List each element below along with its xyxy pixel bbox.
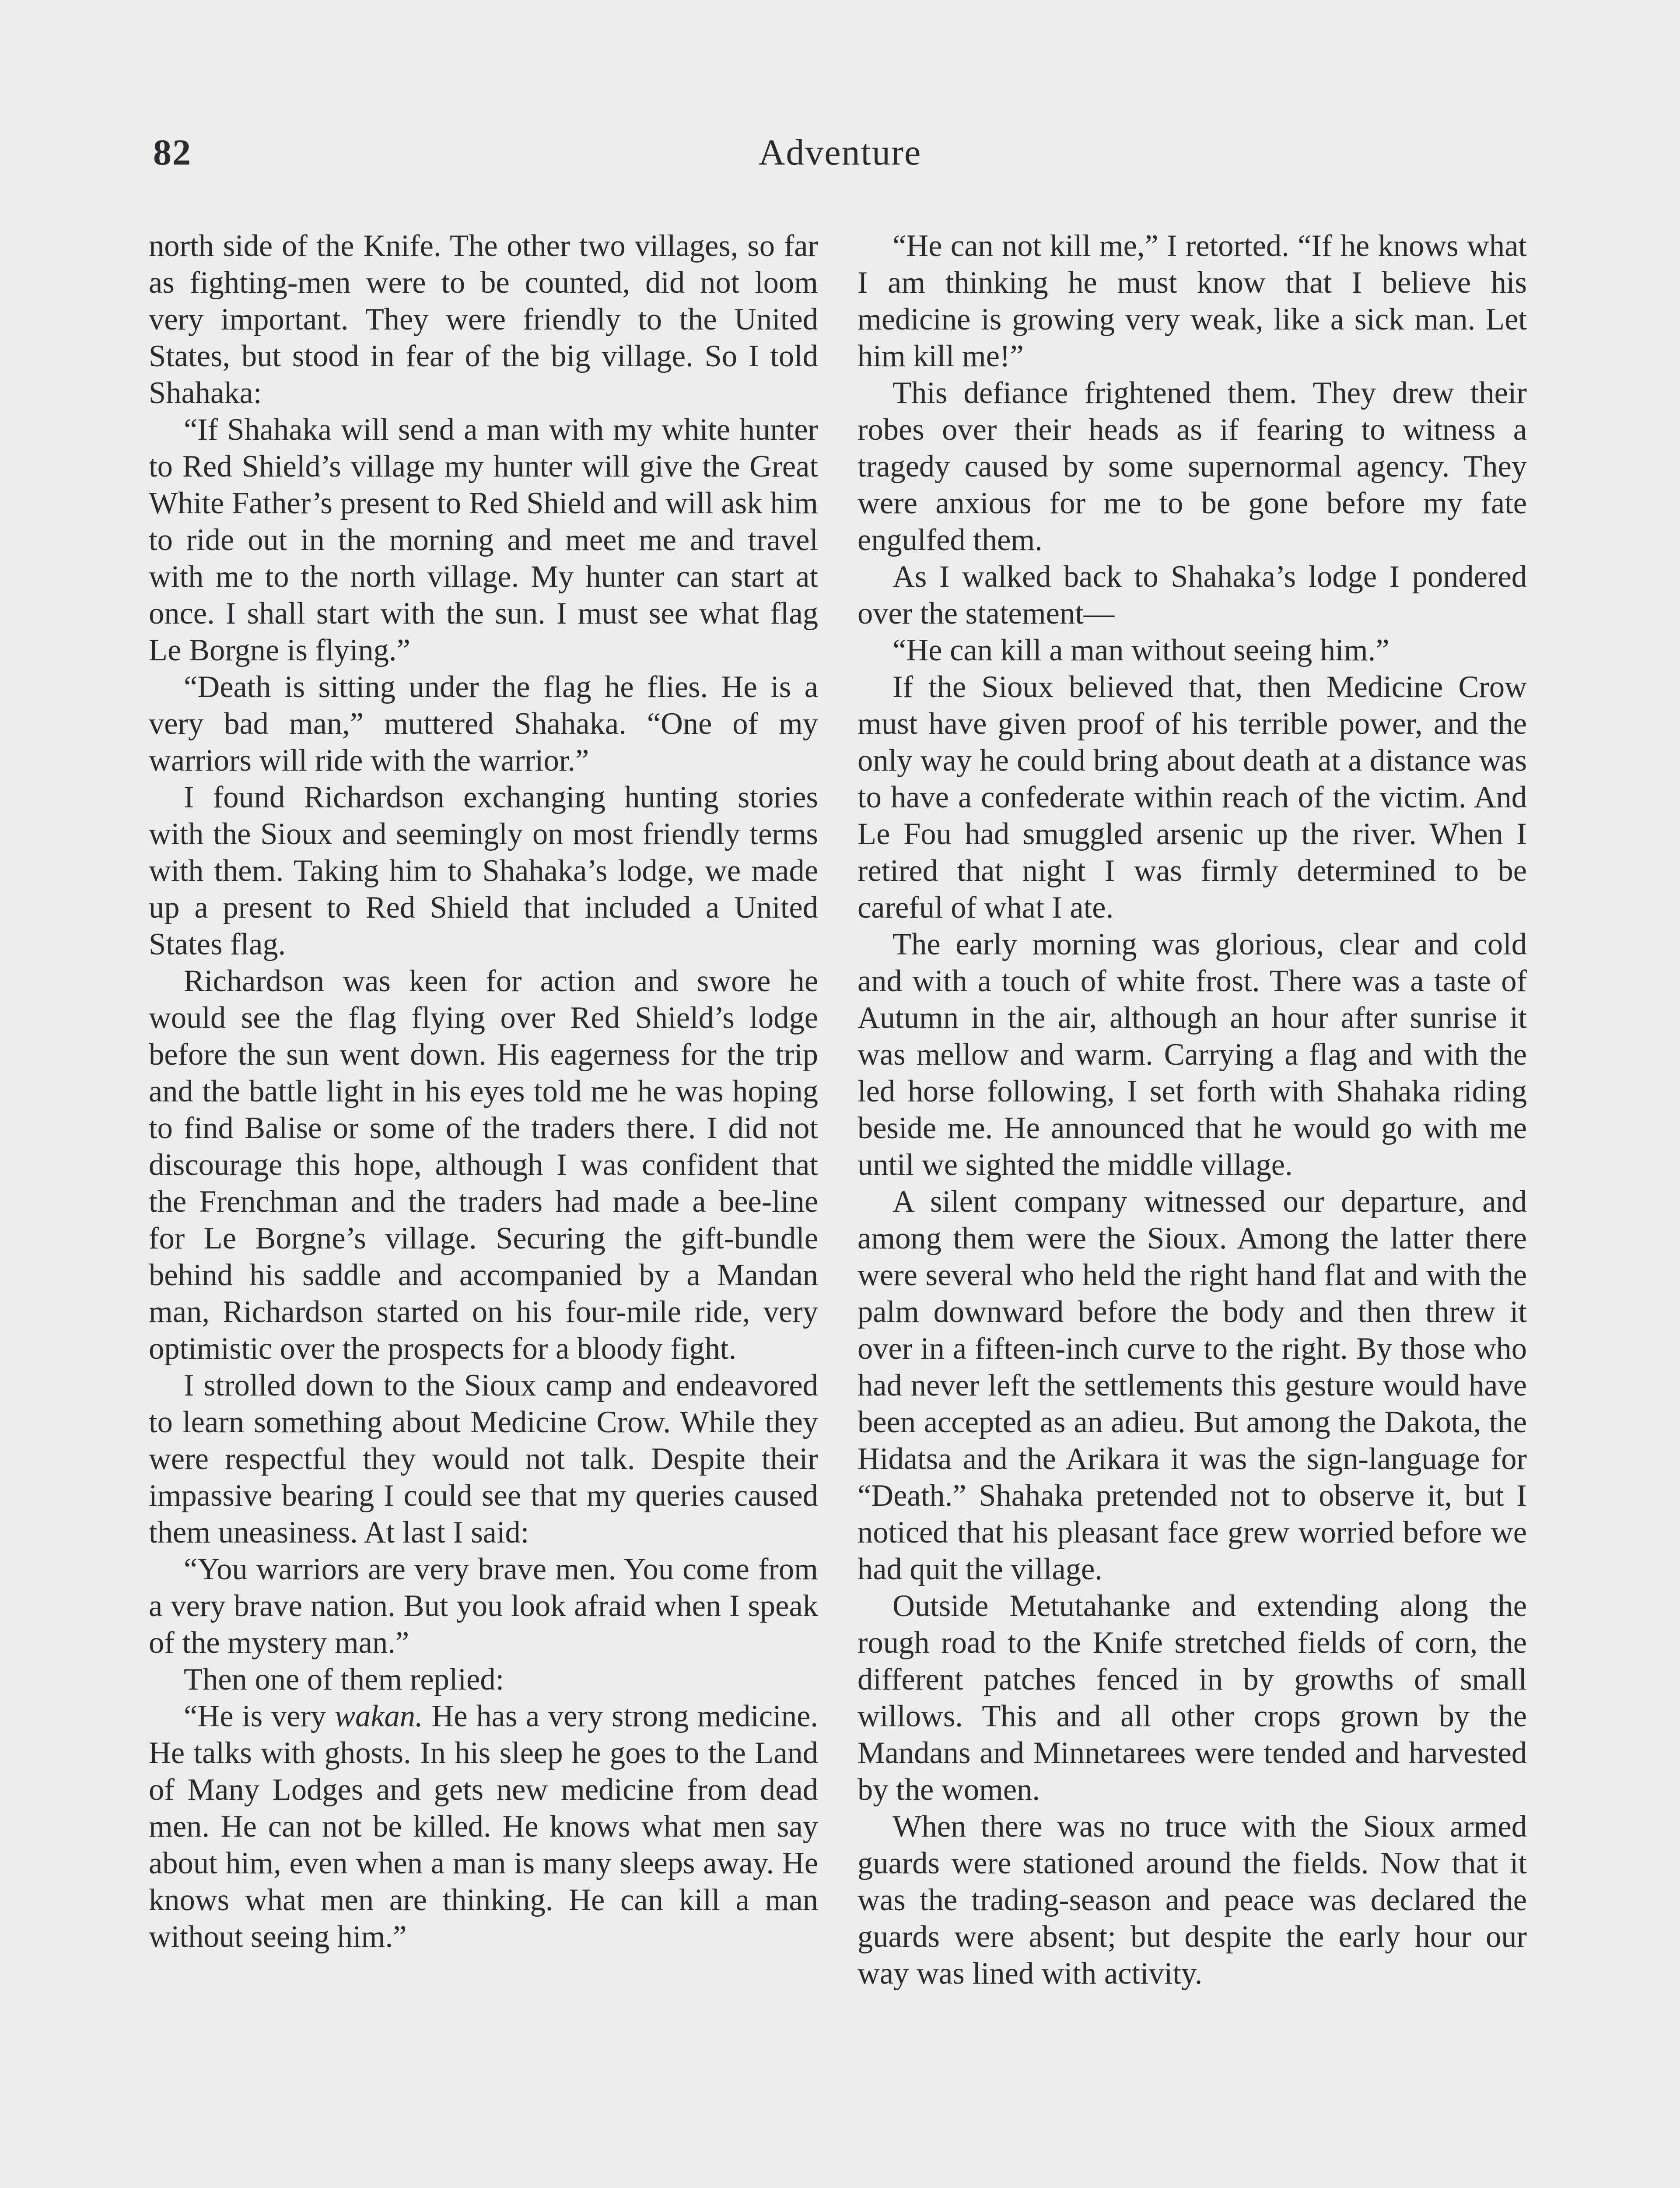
paragraph: Then one of them replied:: [184, 1662, 504, 1697]
page-number: 82: [153, 132, 192, 173]
paragraph: “He can kill a man without seeing him.”: [892, 633, 1390, 667]
quote-before: “He is very: [184, 1699, 335, 1733]
paragraph: If the Sioux believed that, then Medicine Crow must have given proof of his terrible power, and the only way he could bring about death at a distance was to have a confederate within reach of the victim. And Le Fou had smuggled arsenic up the river. When I retired that night I was firmly determined to be careful of what I ate.: [858, 670, 1527, 925]
left-text-column: [149, 228, 818, 1955]
paragraph: Richardson was keen for action and swore he would see the flag flying over Red Shield’s lodge before the sun went down. His eagerness for the trip and the battle light in his eyes told me he was hoping to find Balise or some of the traders there. I did not discourage this hope, although I was confident that the Frenchman and the traders had made a bee-line for Le Borgne’s village. Securing the gift-bundle behind his saddle and accompanied by a Mandan man, Richardson started on his four-mile ride, very optimistic over the prospects for a bloody fight.: [149, 964, 818, 1366]
paragraph: I found Richardson exchanging hunting stories with the Sioux and seemingly on most friendly terms with them. Taking him to Shahaka’s lodge, we made up a present to Red Shield that included a United States flag.: [149, 780, 818, 961]
running-title: Adventure: [758, 132, 922, 173]
paragraph-wakan-quote: [149, 1698, 818, 1955]
paragraph: “If Shahaka will send a man with my white hunter to Red Shield’s village my hunter will give the Great White Father’s present to Red Shield and will ask him to ride out in the morning and meet me and travel with me to the north village. My hunter can start at once. I shall start with the sun. I must see what flag Le Borgne is flying.”: [149, 413, 818, 667]
paragraph: Outside Metutahanke and extending along the rough road to the Knife stretched fields of corn, the different patches fenced in by growths of small willows. This and all other crops grown by the Mandans and Minnetarees were tended and harvested by the women.: [858, 1589, 1527, 1807]
paragraph: This defiance frightened them. They drew their robes over their heads as if fearing to witness a tragedy caused by some supernormal agency. They were anxious for me to be gone before my fate engulfed them.: [858, 376, 1527, 557]
paragraph: “Death is sitting under the flag he flies. He is a very bad man,” muttered Shahaka. “One of my warriors will ride with the warrior.”: [149, 670, 818, 778]
paragraph: The early morning was glorious, clear and cold and with a touch of white frost. There was a taste of Autumn in the air, although an hour after sunrise it was mellow and warm. Carrying a flag and with the led horse following, I set forth with Shahaka riding beside me. He announced that he would go with me until we sighted the middle village.: [858, 927, 1527, 1182]
paragraph: I strolled down to the Sioux camp and endeavored to learn something about Medicine Crow. While they were respectful they would not talk. Despite their impassive bearing I could see that my queries caused them uneasiness. At last I said:: [149, 1368, 818, 1550]
paragraph: A silent company witnessed our departure, and among them were the Sioux. Among the latter there were several who held the right hand flat and with the palm downward before the body and then threw it over in a fifteen-inch curve to the right. By those who had never left the settlements this gesture would have been accepted as an adieu. But among the Dakota, the Hidatsa and the Arikara it was the sign-language for “Death.” Shahaka pretended not to observe it, but I noticed that his pleasant face grew worried before we had quit the village.: [858, 1185, 1527, 1586]
wakan-italic: wakan.: [334, 1699, 423, 1733]
right-text-column: [858, 228, 1527, 1992]
paragraph: As I walked back to Shahaka’s lodge I pondered over the statement—: [858, 560, 1527, 631]
paragraph: north side of the Knife. The other two villages, so far as fighting-men were to be counted, did not loom very important. They were friendly to the United States, but stood in fear of the big village. So I told Shahaka:: [149, 229, 818, 410]
paragraph: When there was no truce with the Sioux armed guards were stationed around the fields. Now that it was the trading-season and peace was declared the guards were absent; but despite the early hour our way was lined with activity.: [858, 1809, 1527, 1991]
quote-after: He has a very strong medicine. He talks with ghosts. In his sleep he goes to the Land of Many Lodges and gets new medicine from dead men. He can not be killed. He knows what men say about him, even when a man is many sleeps away. He knows what men are thinking. He can kill a man without seeing him.”: [149, 1699, 818, 1954]
page-header: [153, 131, 1527, 184]
paragraph: “You warriors are very brave men. You come from a very brave nation. But you look afraid when I speak of the mystery man.”: [149, 1552, 818, 1660]
paragraph: “He can not kill me,” I retorted. “If he knows what I am thinking he must know that I believe his medicine is growing very weak, like a sick man. Let him kill me!”: [858, 229, 1527, 373]
